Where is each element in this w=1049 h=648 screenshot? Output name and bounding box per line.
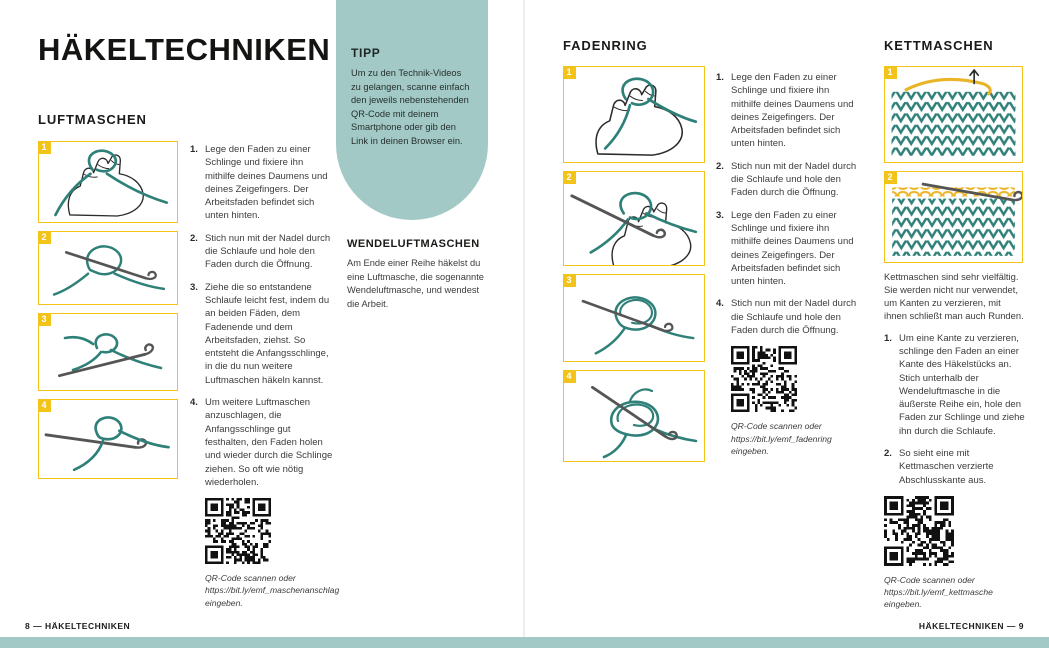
figure-fadenring-3	[563, 274, 705, 362]
qr-code-fadenring	[731, 346, 797, 412]
kettmaschen-column	[884, 270, 1026, 611]
tipp-text: Um zu den Technik-Videos zu gelangen, scanne einfach den jeweils nebenstehenden QR-Code mit deinem Smartphone oder gib den Link in deinen Browser ein.	[351, 68, 470, 146]
folio-right: HÄKELTECHNIKEN — 9	[918, 621, 1024, 631]
step	[884, 332, 1026, 438]
folio-left: 8 — HÄKELTECHNIKEN	[25, 621, 131, 631]
figure-number-badge: 1	[38, 141, 51, 154]
step-number: 2.	[884, 448, 892, 459]
tipp-callout	[336, 0, 488, 220]
step	[190, 281, 335, 387]
figure-luftmaschen-1	[38, 141, 178, 223]
figure-fadenring-2	[563, 171, 705, 266]
figure-fadenring-1	[563, 66, 705, 163]
figure-number-badge: 2	[884, 171, 897, 184]
step-text: Stich nun mit der Nadel durch die Schlaufe und hole den Faden durch die Öffnung.	[731, 298, 857, 337]
step	[884, 447, 1026, 487]
fadenring-steps	[716, 71, 858, 457]
figure-luftmaschen-4	[38, 399, 178, 479]
section-heading-fadenring: FADENRING	[563, 38, 648, 53]
step	[716, 209, 858, 289]
step-text: Lege den Faden zu einer Schlinge und fixiere ihn mithilfe deines Daumens und deines Zeigefingers. Der Arbeitsfaden befindet sich unten hinten.	[731, 209, 854, 288]
kettmaschen-2-illustration	[885, 172, 1022, 262]
luftmaschen-steps	[190, 143, 340, 609]
figure-luftmaschen-3	[38, 313, 178, 391]
qr-code-luftmaschen	[205, 498, 271, 564]
figure-number-badge: 1	[884, 66, 897, 79]
qr-caption-luftmaschen: QR-Code scannen oder https://bit.ly/emf_maschenanschlag eingeben.	[205, 573, 340, 608]
figure-number-badge: 3	[38, 313, 51, 326]
step	[190, 143, 335, 223]
figure-number-badge: 4	[563, 370, 576, 383]
step	[716, 71, 858, 151]
wendeluftmaschen-heading: WENDELUFTMASCHEN	[347, 238, 480, 250]
figure-kettmaschen-2	[884, 171, 1023, 263]
figure-luftmaschen-2	[38, 231, 178, 305]
section-heading-luftmaschen: LUFTMASCHEN	[38, 112, 147, 127]
step-text: Stich nun mit der Nadel durch die Schlaufe und hole den Faden durch die Öffnung.	[205, 232, 331, 271]
step-number: 4.	[190, 397, 198, 409]
qr-code-kettmaschen	[884, 496, 954, 566]
step	[190, 396, 335, 489]
figure-number-badge: 2	[563, 171, 576, 184]
kettmaschen-1-illustration	[885, 67, 1022, 162]
fadenring-1-illustration	[564, 67, 704, 162]
figure-number-badge: 4	[38, 399, 51, 412]
luftmaschen-2-illustration	[39, 232, 177, 304]
step	[190, 232, 335, 272]
figure-number-badge: 2	[38, 231, 51, 244]
luftmaschen-figures	[38, 141, 178, 479]
page-title: HÄKELTECHNIKEN	[38, 32, 331, 67]
qr-caption-fadenring: QR-Code scannen oder https://bit.ly/emf_fadenring eingeben.	[731, 421, 832, 456]
luftmaschen-4-illustration	[39, 400, 177, 478]
figure-number-badge: 3	[563, 274, 576, 287]
step-text: Stich nun mit der Nadel durch die Schlaufe und hole den Faden durch die Öffnung.	[731, 160, 857, 199]
figure-kettmaschen-1	[884, 66, 1023, 163]
wendeluftmaschen-text: Am Ende einer Reihe häkelst du eine Luftmasche, die sogenannte Wendeluftmasche, und wendest die Arbeit.	[347, 258, 484, 309]
fadenring-2-illustration	[564, 172, 704, 265]
qr-caption-kettmaschen: QR-Code scannen oder https://bit.ly/emf_kettmasche eingeben.	[884, 574, 993, 610]
section-heading-kettmaschen: KETTMASCHEN	[884, 38, 994, 53]
step-number: 1.	[884, 332, 892, 344]
step-number: 1.	[190, 144, 198, 155]
step	[716, 160, 858, 200]
step-text: Ziehe die so entstandene Schlaufe leicht fest, indem du an beiden Fäden, dem Fadenende und dem Arbeitsfaden, ziehst. So entsteht die Anfangsschlinge, in die du nun weitere Luftmaschen häkeln kannst.	[205, 281, 330, 386]
fadenring-figures	[563, 66, 705, 462]
kettmaschen-figures	[884, 66, 1023, 263]
figure-fadenring-4	[563, 370, 705, 462]
step-number: 3.	[716, 209, 724, 221]
bottom-accent-bar	[0, 637, 1049, 648]
luftmaschen-3-illustration	[39, 314, 177, 390]
step-text: So sieht eine mit Kettmaschen verzierte Abschlusskante aus.	[899, 448, 994, 486]
step-number: 1.	[716, 72, 724, 83]
page-gutter	[523, 0, 525, 637]
wendeluftmaschen-section	[347, 238, 493, 311]
figure-number-badge: 1	[563, 66, 576, 79]
kettmaschen-intro: Kettmaschen sind sehr vielfältig. Sie werden nicht nur verwendet, um Kanten zu verzieren, mit ihnen schließt man auch Runden.	[884, 271, 1024, 322]
fadenring-3-illustration	[564, 275, 704, 361]
step-text: Um eine Kante zu verzieren, schlinge den Faden an einer Kante des Häkelstücks an. Stich unterhalb der Wendeluftmasche in die äußerste Reihe ein, hole den Faden zur Schlinge und ziehe ihn durch die Schlaufe.	[899, 332, 1025, 437]
step-number: 2.	[190, 232, 198, 244]
fadenring-4-illustration	[564, 371, 704, 461]
step-text: Um weitere Luftmaschen anzuschlagen, die Anfangsschlinge gut festhalten, den Faden holen und wieder durch die Schlinge ziehen. So oft wie nötig wiederholen.	[205, 397, 333, 488]
step-number: 3.	[190, 281, 198, 293]
step-text: Lege den Faden zu einer Schlinge und fixiere ihn mithilfe deines Daumens und deines Zeigefingers. Der Arbeitsfaden befindet sich unten hinten.	[731, 72, 854, 150]
luftmaschen-1-illustration	[39, 142, 177, 222]
step	[716, 297, 858, 337]
step-text: Lege den Faden zu einer Schlinge und fixiere ihn mithilfe deines Daumens und deines Zeigefingers. Der Arbeitsfaden befindet sich unten hinten.	[205, 144, 328, 222]
tipp-heading: TIPP	[351, 46, 381, 60]
step-number: 4.	[716, 298, 724, 310]
step-number: 2.	[716, 160, 724, 172]
